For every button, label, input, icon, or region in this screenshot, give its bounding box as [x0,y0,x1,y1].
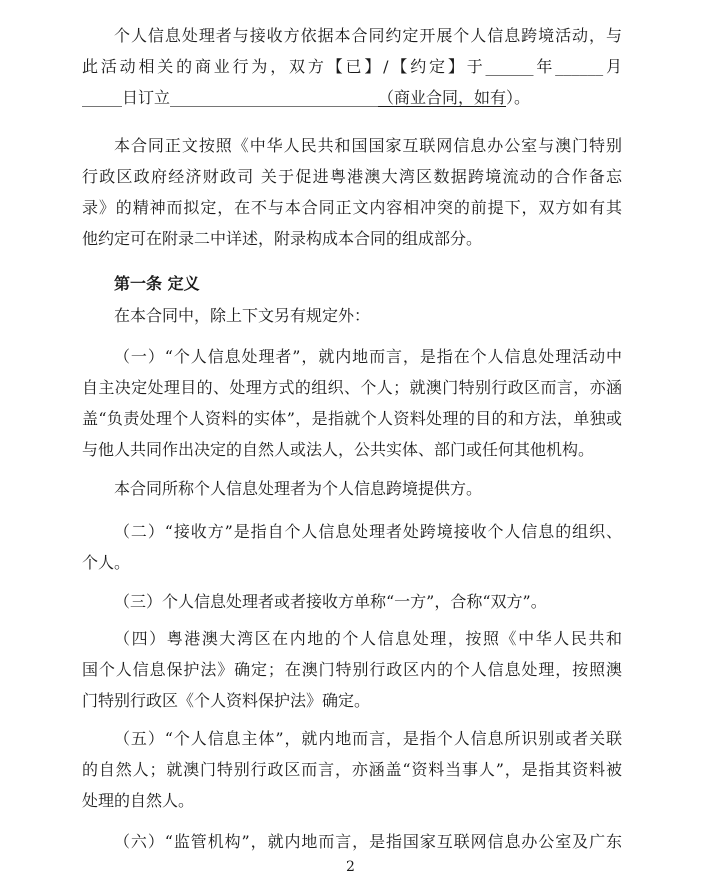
para-def-2-recipient [82,516,622,578]
text-line: （二）“接收方”是指自个人信息处理者处跨境接收个人信息的组织、 [114,522,622,541]
blank-underline-contract-name: __________________________ [170,88,379,107]
text-line: （六）“监管机构”，就内地而言，是指国家互联网信息办公室及广东 [114,832,622,851]
text-line: 行政区政府经济财政司 关于促进粤港澳大湾区数据跨境流动的合作备忘 [82,167,622,186]
text-line: 自主决定处理目的、处理方式的组织、个人；就澳门特别行政区而言，亦涵 [82,378,622,397]
text-line: 个人。 [82,553,131,572]
text-line: 门特别行政区《个人资料保护法》确定。 [82,691,371,710]
text-line: 本合同正文按照《中华人民共和国国家互联网信息办公室与澳门特别 [114,136,622,155]
text-line: 在本合同中，除上下文另有规定外： [114,306,371,325]
sign-date-text: 日订立 [122,88,171,107]
text-line: 与他人共同作出决定的自然人或法人，公共实体、部门或任何其他机构。 [82,440,595,459]
text-line [82,82,622,113]
paren-note-underlined: （商业合同，如有 [378,88,507,107]
text-line: 此活动相关的商业行为，双方【已】/【约定】于______年______月 [82,57,622,76]
text-line: （五）“个人信息主体”，就内地而言，是指个人信息所识别或者关联 [114,729,622,748]
para-def-6-regulator [82,826,622,857]
para-def-5-pi-subject [82,723,622,816]
text-line: （四）粤港澳大湾区在内地的个人信息处理，按照《中华人民共和 [114,629,622,648]
text-line: （三）个人信息处理者或者接收方单称“一方”，合称“双方”。 [114,592,547,611]
para-pi-provider-note [82,473,622,504]
article-heading: 第一条 定义 [114,274,200,293]
text-line: 的自然人；就澳门特别行政区而言，亦涵盖“资料当事人”，是指其资料被 [82,760,622,779]
text-line: 盖“负责处理个人资料的实体”，是指就个人资料处理的目的和方法，单独或 [82,409,622,428]
text-line: 他约定可在附录二中详述，附录构成本合同的组成部分。 [82,229,483,248]
text-line: 处理的自然人。 [82,791,195,810]
page-number: 2 [346,859,355,875]
text-line: 个人信息处理者与接收方依据本合同约定开展个人信息跨境活动，与 [114,26,622,45]
para-def-4-applicable-law [82,623,622,716]
text-line: 录》的精神而拟定，在不与本合同正文内容相冲突的前提下，双方如有其 [82,198,622,217]
paren-note-close: ）。 [506,88,531,107]
para-def-3-party [82,586,622,617]
para-def-1-pi-processor [82,341,622,465]
para-memorandum-basis [82,130,622,254]
blank-underline-day: _____ [82,88,122,107]
para-commercial-contract [82,20,622,113]
text-line: （一）“个人信息处理者”，就内地而言，是指在个人信息处理活动中 [114,347,622,366]
text-line: 国个人信息保护法》确定；在澳门特别行政区内的个人信息处理，按照澳 [82,660,622,679]
text-line: 本合同所称个人信息处理者为个人信息跨境提供方。 [114,479,483,498]
para-definitions-intro [82,300,622,331]
heading-article-1-definitions [82,268,622,299]
